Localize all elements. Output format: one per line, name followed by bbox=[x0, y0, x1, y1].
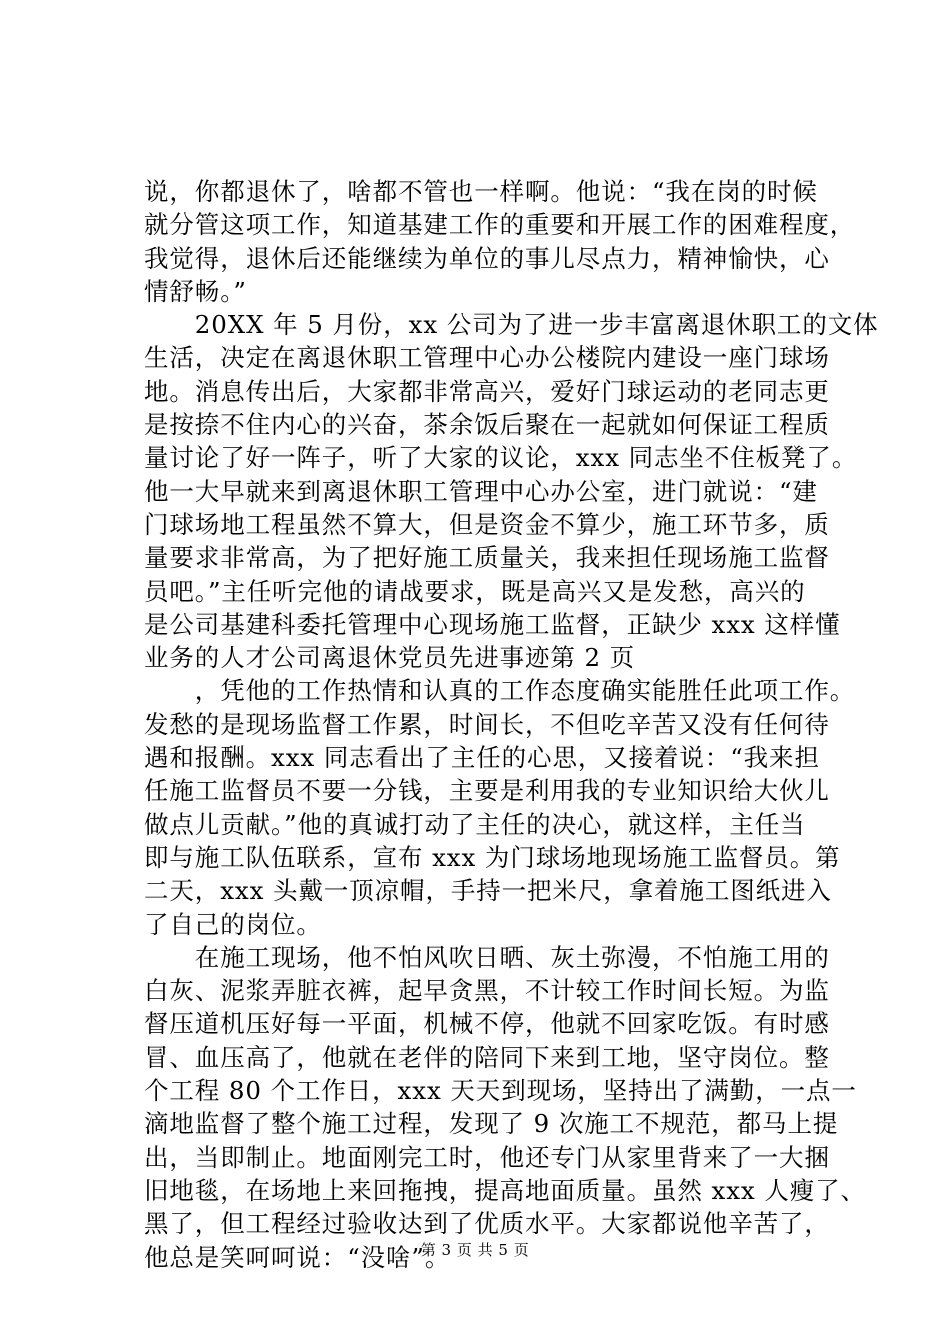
page-number: 第 3 页 共 5 页 bbox=[420, 1241, 530, 1259]
page-footer bbox=[0, 1240, 950, 1260]
text-line: 黑了，但工程经过验收达到了优质水平。大家都说他辛苦了， bbox=[144, 1209, 830, 1239]
text-line: 督压道机压好每一平面，机械不停，他就不回家吃饭。有时感 bbox=[144, 1009, 830, 1039]
text-line: ，凭他的工作热情和认真的工作态度确实能胜任此项工作。 bbox=[144, 676, 856, 706]
text-line: 任施工监督员不要一分钱，主要是利用我的专业知识给大伙儿 bbox=[144, 776, 830, 806]
text-line: 白灰、泥浆弄脏衣裤，起早贪黑，不计较工作时间长短。为监 bbox=[144, 976, 830, 1006]
text-line: 量讨论了好一阵子，听了大家的议论，xxx 同志坐不住板凳了。 bbox=[144, 443, 858, 473]
text-line: 旧地毯，在场地上来回拖拽，提高地面质量。虽然 xxx 人瘦了、 bbox=[144, 1175, 866, 1205]
text-line: 发愁的是现场监督工作累，时间长，不但吃辛苦又没有任何待 bbox=[144, 709, 830, 739]
text-line: 生活，决定在离退休职工管理中心办公楼院内建设一座门球场 bbox=[144, 343, 830, 373]
text-line: 出，当即制止。地面刚完工时，他还专门从家里背来了一大捆 bbox=[144, 1142, 830, 1172]
text-line: 量要求非常高，为了把好施工质量关，我来担任现场施工监督 bbox=[144, 543, 830, 573]
text-line: 是公司基建科委托管理中心现场施工监督，正缺少 xxx 这样懂 bbox=[144, 609, 841, 639]
text-line: 地。消息传出后，大家都非常高兴，爱好门球运动的老同志更 bbox=[144, 376, 830, 406]
text-line: 滴地监督了整个施工过程，发现了 9 次施工不规范，都马上提 bbox=[144, 1109, 839, 1139]
text-line: 遇和报酬。xxx 同志看出了主任的心思，又接着说：“我来担 bbox=[144, 743, 820, 773]
text-line: 20XX 年 5 月份，xx 公司为了进一步丰富离退休职工的文体 bbox=[144, 310, 879, 340]
text-line: 业务的人才公司离退休党员先进事迹第 2 页 bbox=[144, 643, 636, 673]
text-line: 情舒畅。” bbox=[144, 276, 247, 306]
text-line: 在施工现场，他不怕风吹日晒、灰土弥漫，不怕施工用的 bbox=[144, 942, 830, 972]
text-line: 说，你都退休了，啥都不管也一样啊。他说：“我在岗的时候 bbox=[144, 177, 818, 206]
text-line: 做点儿贡献。”他的真诚打动了主任的决心，就这样，主任当 bbox=[144, 809, 806, 839]
text-line: 他一大早就来到离退休职工管理中心办公室，进门就说：“建 bbox=[144, 476, 818, 506]
text-line: 他总是笑呵呵说：“没啥”。 bbox=[144, 1242, 451, 1272]
text-line: 员吧。”主任听完他的请战要求，既是高兴又是发愁，高兴的 bbox=[144, 576, 806, 606]
text-line: 即与施工队伍联系，宣布 xxx 为门球场地现场施工监督员。第 bbox=[144, 842, 841, 872]
text-line: 个工程 80 个工作日，xxx 天天到现场，坚持出了满勤，一点一 bbox=[144, 1076, 857, 1106]
text-line: 就分管这项工作，知道基建工作的重要和开展工作的困难程度， bbox=[144, 210, 856, 240]
text-line: 门球场地工程虽然不算大，但是资金不算少，施工环节多，质 bbox=[144, 509, 830, 539]
text-line: 我觉得，退休后还能继续为单位的事儿尽点力，精神愉快，心 bbox=[144, 243, 830, 273]
text-line: 冒、血压高了，他就在老伴的陪同下来到工地，坚守岗位。整 bbox=[144, 1042, 830, 1072]
body-text bbox=[144, 175, 879, 1274]
text-line: 了自己的岗位。 bbox=[144, 909, 322, 939]
text-line: 是按捺不住内心的兴奋，茶余饭后聚在一起就如何保证工程质 bbox=[144, 410, 830, 440]
text-line: 二天，xxx 头戴一顶凉帽，手持一把米尺，拿着施工图纸进入 bbox=[144, 876, 832, 906]
